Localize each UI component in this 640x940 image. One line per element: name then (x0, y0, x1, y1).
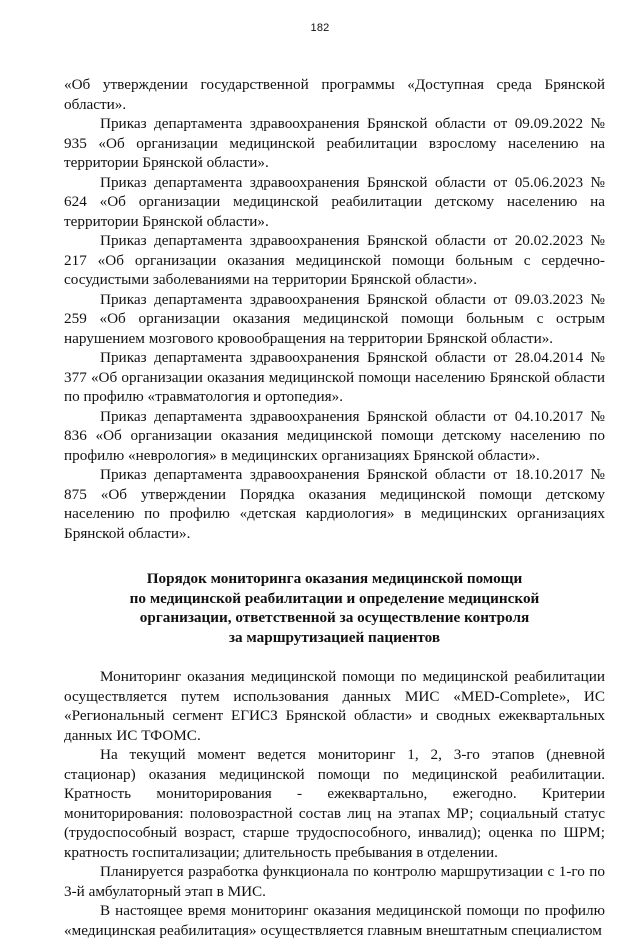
order-paragraph: Приказ департамента здравоохранения Брянской области от 28.04.2014 № 377 «Об организации оказания медицинской помощи населению Брянской области по профилю «травматология и ортопедия». (64, 349, 605, 405)
order-paragraph: Приказ департамента здравоохранения Брянской области от 20.02.2023 № 217 «Об организации оказания медицинской помощи больным с сердечно-сосудистыми заболеваниями на территории Брянской области». (64, 232, 605, 288)
section-heading-line: Порядок мониторинга оказания медицинской помощи (146, 570, 523, 587)
body-paragraph: Планируется разработка функционала по контролю маршрутизации с 1-го по 3-й амбулаторный этап в МИС. (64, 863, 605, 900)
section-heading-line: организации, ответственной за осуществление контроля (139, 609, 530, 626)
document-body (64, 75, 605, 940)
section-heading-line: по медицинской реабилитации и определение медицинской (129, 589, 540, 607)
page-number: 182 (310, 22, 330, 34)
section-heading (64, 569, 605, 647)
order-paragraph: Приказ департамента здравоохранения Брянской области от 09.03.2023 № 259 «Об организации оказания медицинской помощи больным с острым нарушением мозгового кровообращения на территории Брянской области». (64, 290, 605, 347)
order-paragraph: Приказ департамента здравоохранения Брянской области от 04.10.2017 № 836 «Об организации оказания медицинской помощи детскому населению по профилю «неврология» в медицинских организациях Брянской области». (64, 407, 605, 464)
order-paragraph: Приказ департамента здравоохранения Брянской области от 09.09.2022 № 935 «Об организации медицинской реабилитации взрослому населению на территории Брянской области». (64, 115, 605, 171)
body-paragraph: На текущий момент ведется мониторинг 1, 2, 3-го этапов (дневной стационар) оказания медицинской помощи по медицинской реабилитации. Кратность мониторирования - ежеквартально, ежегодно. Критерии мониторирования: половозрастной состав лиц на этапах МР; социальный статус (трудоспособный возраст, старше трудоспособного, инвалид); оценка по ШРМ; кратность госпитализации; длительность пребывания в отделении. (64, 746, 605, 861)
order-paragraph: Приказ департамента здравоохранения Брянской области от 05.06.2023 № 624 «Об организации медицинской реабилитации детскому населению на территории Брянской области». (64, 173, 605, 230)
body-paragraph: В настоящее время мониторинг оказания медицинской помощи по профилю «медицинская реабилитация» осуществляется главным внештатным специалистом (64, 902, 605, 939)
order-paragraph: Приказ департамента здравоохранения Брянской области от 18.10.2017 № 875 «Об утверждении Порядка оказания медицинской помощи детскому населению по профилю «детская кардиология» в медицинских организациях Брянской области». (64, 466, 605, 542)
order-paragraph: «Об утверждении государственной программы «Доступная среда Брянской области». (64, 76, 605, 113)
section-heading-line: за маршрутизацией пациентов (228, 628, 441, 646)
body-paragraph: Мониторинг оказания медицинской помощи по медицинской реабилитации осуществляется путем использования данных МИС «MED-Complete», ИС «Региональный сегмент ЕГИСЗ Брянской области» и сводных ежеквартальных данных ИС ТФОМС. (64, 668, 605, 744)
